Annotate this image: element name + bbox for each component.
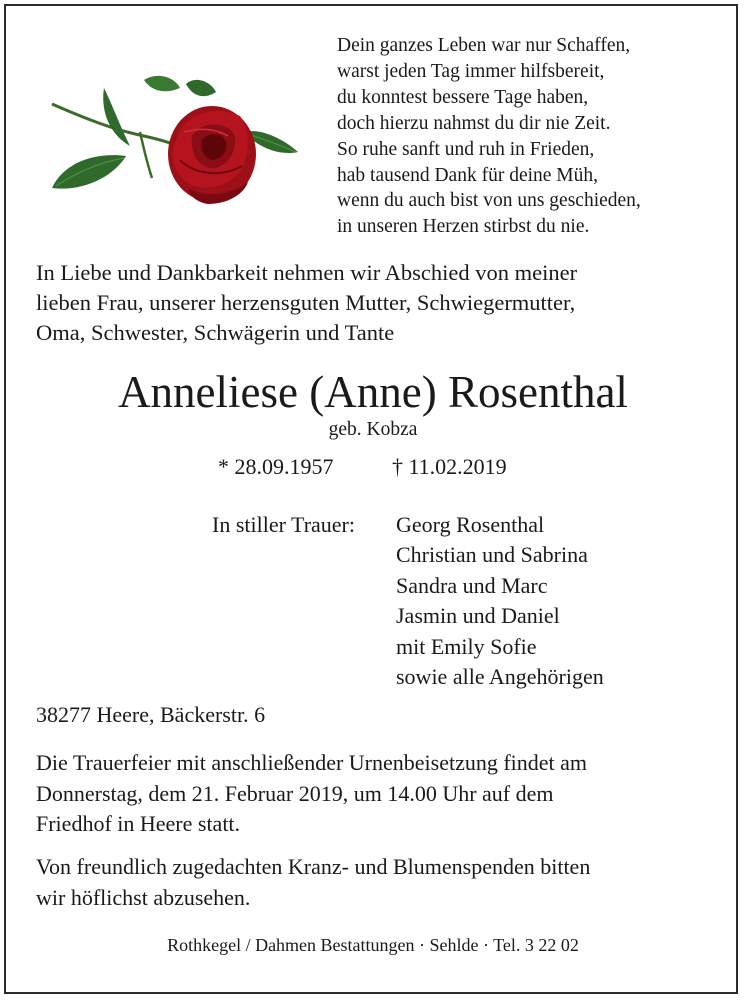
mourner-name: Sandra und Marc [396,572,548,598]
family-address: 38277 Heere, Bäckerstr. 6 [36,702,266,727]
donation-line: wir höflichst abzusehen. [36,884,251,910]
birth-date: * 28.09.1957 [218,454,334,479]
mourning-label: In stiller Trauer: [212,512,355,537]
memorial-poem [337,33,641,240]
poem-line: warst jeden Tag immer hilfsbereit, [337,60,605,82]
deceased-name: Anneliese (Anne) Rosenthal [118,367,628,417]
mourner-name: mit Emily Sofie [396,633,537,659]
mourner-name: sowie alle Angehörigen [396,664,604,690]
poem-line: hab tausend Dank für deine Müh, [337,164,599,186]
ceremony-line: Die Trauerfeier mit anschließender Urnenbeisetzung findet am [36,750,588,775]
poem-line: in unseren Herzen stirbst du nie. [337,216,590,238]
red-rose-image [44,70,306,210]
intro-line: lieben Frau, unserer herzensguten Mutter, Schwiegermutter, [36,290,576,315]
donation-notice [36,852,590,913]
funeral-home-footer: Rothkegel / Dahmen Bestattungen · Sehlde · Tel. 3 22 02 [167,935,579,955]
ceremony-line: Donnerstag, dem 21. Februar 2019, um 14.00 Uhr auf dem [36,780,554,806]
poem-line: wenn du auch bist von uns geschieden, [337,190,641,212]
mourner-name: Christian und Sabrina [396,542,588,568]
intro-line: Oma, Schwester, Schwägerin und Tante [36,320,395,345]
mourner-name: Georg Rosenthal [396,512,545,537]
maiden-name: geb. Kobza [328,419,418,440]
poem-line: Dein ganzes Leben war nur Schaffen, [337,35,631,56]
poem-line: doch hierzu nahmst du dir nie Zeit. [337,112,611,134]
poem-line: du konntest bessere Tage haben, [337,86,589,108]
mourner-name: Jasmin und Daniel [396,603,560,629]
ceremony-notice [36,748,587,840]
ceremony-line: Friedhof in Heere statt. [36,811,241,836]
farewell-intro [36,258,716,348]
death-date: † 11.02.2019 [392,454,507,479]
donation-line: Von freundlich zugedachten Kranz- und Blumenspenden bitten [36,854,591,879]
poem-line: So ruhe sanft und ruh in Frieden, [337,138,595,160]
intro-line: In Liebe und Dankbarkeit nehmen wir Abschied von meiner [36,260,578,285]
mourners-list [396,510,604,692]
